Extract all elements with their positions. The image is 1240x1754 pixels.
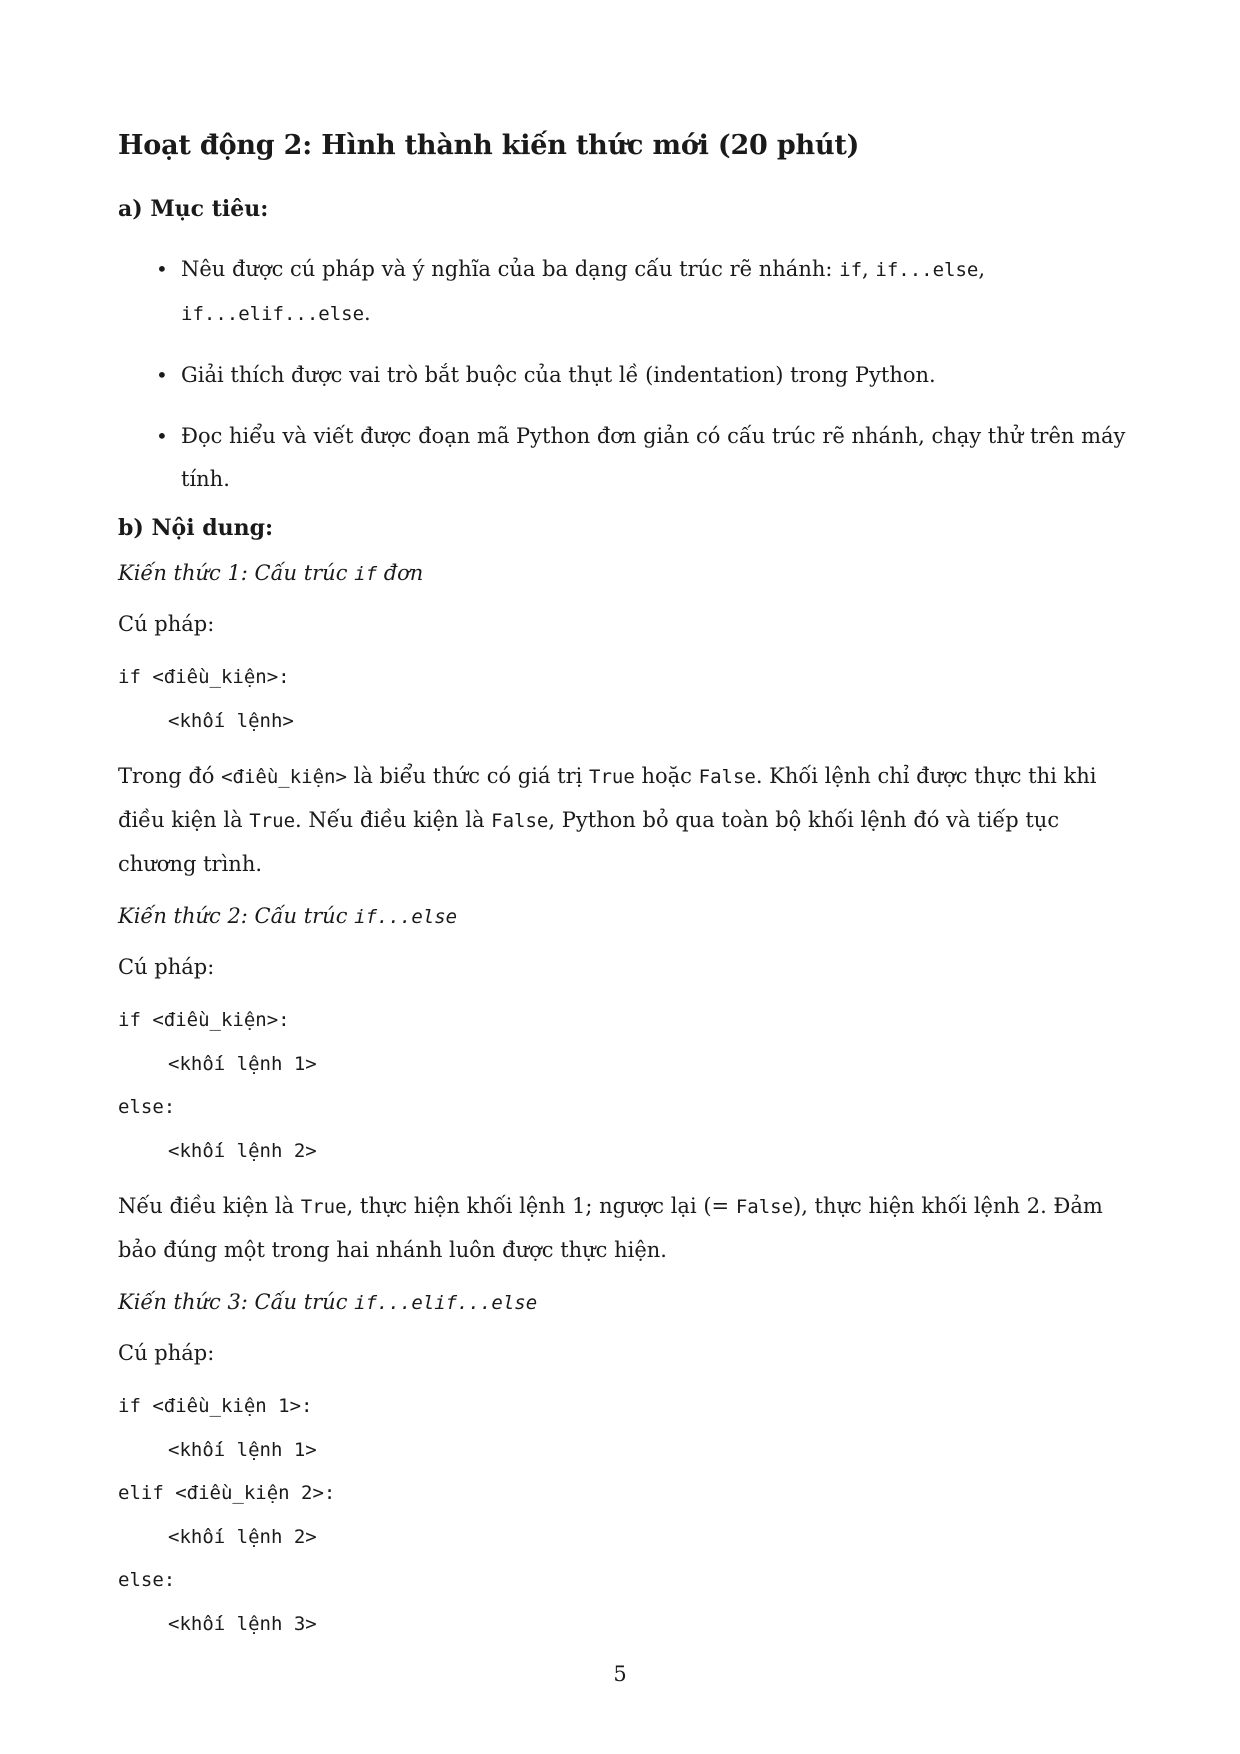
- code-line: elif <điều_kiện 2>:: [118, 1482, 336, 1504]
- knowledge-2-description: Nếu điều kiện là True, thực hiện khối lệnh 1; ngược lại (= False), thực hiện khối lệnh 2. Đảm bảo đúng một trong hai nhánh luôn được thực hiện.: [118, 1194, 1103, 1262]
- code-line: else:: [118, 1569, 176, 1591]
- code-line: <khối lệnh>: [168, 709, 294, 732]
- code-line: <khối lệnh 1>: [168, 1438, 317, 1461]
- code-line: else:: [118, 1096, 176, 1118]
- code-block-if-else: [118, 999, 1128, 1173]
- goal-item: • Đọc hiểu và viết được đoạn mã Python đơn giản có cấu trúc rẽ nhánh, chạy thử trên máy tính.: [118, 415, 1128, 501]
- knowledge-1-description: Trong đó <điều_kiện> là biểu thức có giá trị True hoặc False. Khối lệnh chỉ được thực thi khi điều kiện là True. Nếu điều kiện là False, Python bỏ qua toàn bộ khối lệnh đó và tiếp tục chương trình.: [118, 764, 1097, 876]
- code-line: <khối lệnh 2>: [168, 1139, 317, 1162]
- knowledge-1-title: Kiến thức 1: Cấu trúc if đơn: [118, 561, 424, 585]
- code-block-if: [118, 656, 1128, 743]
- code-line: if <điều_kiện 1>:: [118, 1395, 313, 1417]
- code-line: if <điều_kiện>:: [118, 666, 290, 688]
- code-block-if-elif-else: [118, 1385, 1128, 1646]
- syntax-label: Cú pháp:: [118, 1341, 215, 1365]
- goal-item: • Nêu được cú pháp và ý nghĩa của ba dạng cấu trúc rẽ nhánh: if, if...else, if...elif...else.: [118, 248, 1128, 336]
- goals-list: [118, 248, 1128, 501]
- code-line: if <điều_kiện>:: [118, 1009, 290, 1031]
- code-line: <khối lệnh 3>: [168, 1612, 317, 1635]
- code-line: <khối lệnh 1>: [168, 1052, 317, 1075]
- document-page: [118, 128, 1128, 1658]
- section-a-title: a) Mục tiêu:: [118, 196, 269, 222]
- code-line: <khối lệnh 2>: [168, 1525, 317, 1548]
- activity-heading: Hoạt động 2: Hình thành kiến thức mới (20 phút): [118, 130, 860, 161]
- bullet-icon: •: [156, 363, 168, 387]
- page-number: 5: [613, 1662, 627, 1686]
- section-b-title: b) Nội dung:: [118, 515, 274, 541]
- goal-item: • Giải thích được vai trò bắt buộc của thụt lề (indentation) trong Python.: [118, 354, 1128, 397]
- bullet-icon: •: [156, 257, 168, 281]
- syntax-label: Cú pháp:: [118, 955, 215, 979]
- knowledge-2-title: Kiến thức 2: Cấu trúc if...else: [118, 904, 458, 928]
- syntax-label: Cú pháp:: [118, 612, 215, 636]
- bullet-icon: •: [156, 424, 168, 448]
- knowledge-3-title: Kiến thức 3: Cấu trúc if...elif...else: [118, 1290, 538, 1314]
